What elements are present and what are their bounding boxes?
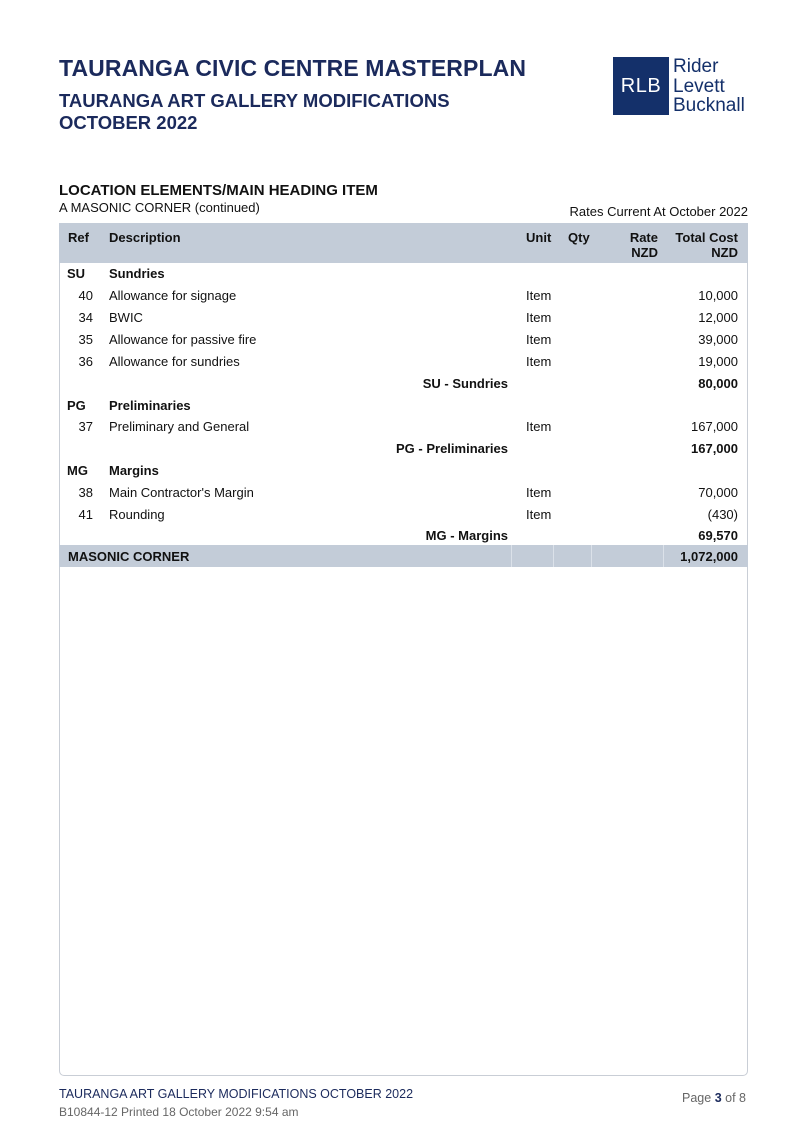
item-total: 167,000 [691,419,738,434]
rlb-logo [613,57,745,115]
item-description: Allowance for sundries [109,354,240,369]
report-subtitle-line2: OCTOBER 2022 [59,112,198,133]
col-unit: Unit [526,230,552,245]
table-row [59,481,748,503]
subtotal-label: SU - Sundries [422,376,508,391]
col-ref: Ref [68,230,89,245]
table-row [59,503,748,525]
section-title: LOCATION ELEMENTS/MAIN HEADING ITEM [59,182,378,199]
item-total: 12,000 [698,310,738,325]
section-subtitle: A MASONIC CORNER (continued) [59,200,260,215]
column-divider [553,545,554,567]
subtotal-value: 80,000 [698,376,738,391]
item-description: Allowance for passive fire [109,332,257,347]
item-ref: 36 [78,354,93,369]
subtotal-label: MG - Margins [425,528,508,543]
logo-word-rider: Rider [673,56,719,77]
page-of: of [725,1091,736,1105]
subtotal-label: PG - Preliminaries [396,441,508,456]
subtotal-row [59,372,748,394]
subtotal-row [59,437,748,459]
item-description: BWIC [109,310,143,325]
col-total [675,230,738,260]
column-divider [591,545,592,567]
table-row [59,415,748,437]
item-description: Rounding [109,507,165,522]
col-description: Description [109,230,181,245]
column-divider [663,545,664,567]
item-description: Preliminary and General [109,419,250,434]
item-ref: 34 [78,310,93,325]
item-unit: Item [526,419,552,434]
group-name: Margins [109,463,159,478]
group-name: Preliminaries [109,398,191,413]
logo-wordmark [673,57,745,115]
group-code: SU [67,266,86,281]
group-code: MG [67,463,88,478]
item-unit: Item [526,288,552,303]
item-unit: Item [526,310,552,325]
page-label: Page [682,1091,712,1105]
table-row [59,284,748,306]
rates-note: Rates Current At October 2022 [569,204,748,219]
footer-doc-title: TAURANGA ART GALLERY MODIFICATIONS OCTOBER 2022 [59,1087,414,1101]
col-rate-line2: NZD [631,245,658,260]
group-name: Sundries [109,266,165,281]
report-subtitle-line1: TAURANGA ART GALLERY MODIFICATIONS [59,90,450,111]
col-qty: Qty [568,230,590,245]
footer-doc-info: B10844-12 Printed 18 October 2022 9:54 am [59,1105,299,1119]
item-description: Allowance for signage [109,288,237,303]
group-header-row [59,394,748,416]
group-header-row [59,459,748,481]
subtotal-value: 167,000 [691,441,738,456]
item-ref: 35 [78,332,93,347]
item-ref: 37 [78,419,93,434]
col-total-line2: NZD [711,245,738,260]
item-unit: Item [526,507,552,522]
item-total: (430) [707,507,738,522]
table-row [59,328,748,350]
item-unit: Item [526,354,552,369]
page-current: 3 [714,1091,722,1105]
grand-total-label: MASONIC CORNER [68,549,190,564]
group-header-row [59,262,748,284]
item-total: 10,000 [698,288,738,303]
item-ref: 38 [78,485,93,500]
page-total: 8 [739,1091,746,1105]
item-total: 19,000 [698,354,738,369]
table-row [59,350,748,372]
col-total-line1: Total Cost [675,230,738,245]
item-ref: 41 [78,507,93,522]
grand-total-row [59,545,748,567]
logo-word-levett: Levett [673,75,725,97]
logo-mark: RLB [613,57,669,115]
item-total: 39,000 [698,332,738,347]
item-unit: Item [526,332,552,347]
column-divider [511,545,512,567]
table-header [59,223,748,263]
footer-page-number [682,1091,746,1105]
col-rate [630,230,658,260]
col-rate-line1: Rate [629,230,658,245]
report-subtitle [59,90,450,134]
table-row [59,306,748,328]
item-description: Main Contractor's Margin [109,485,254,500]
report-title: TAURANGA CIVIC CENTRE MASTERPLAN [59,55,527,81]
grand-total-value: 1,072,000 [680,549,738,564]
item-total: 70,000 [698,485,738,500]
item-unit: Item [526,485,552,500]
item-ref: 40 [78,288,93,303]
subtotal-row [59,524,748,546]
subtotal-value: 69,570 [698,528,738,543]
group-code: PG [67,398,86,413]
logo-word-bucknall: Bucknall [673,95,745,116]
